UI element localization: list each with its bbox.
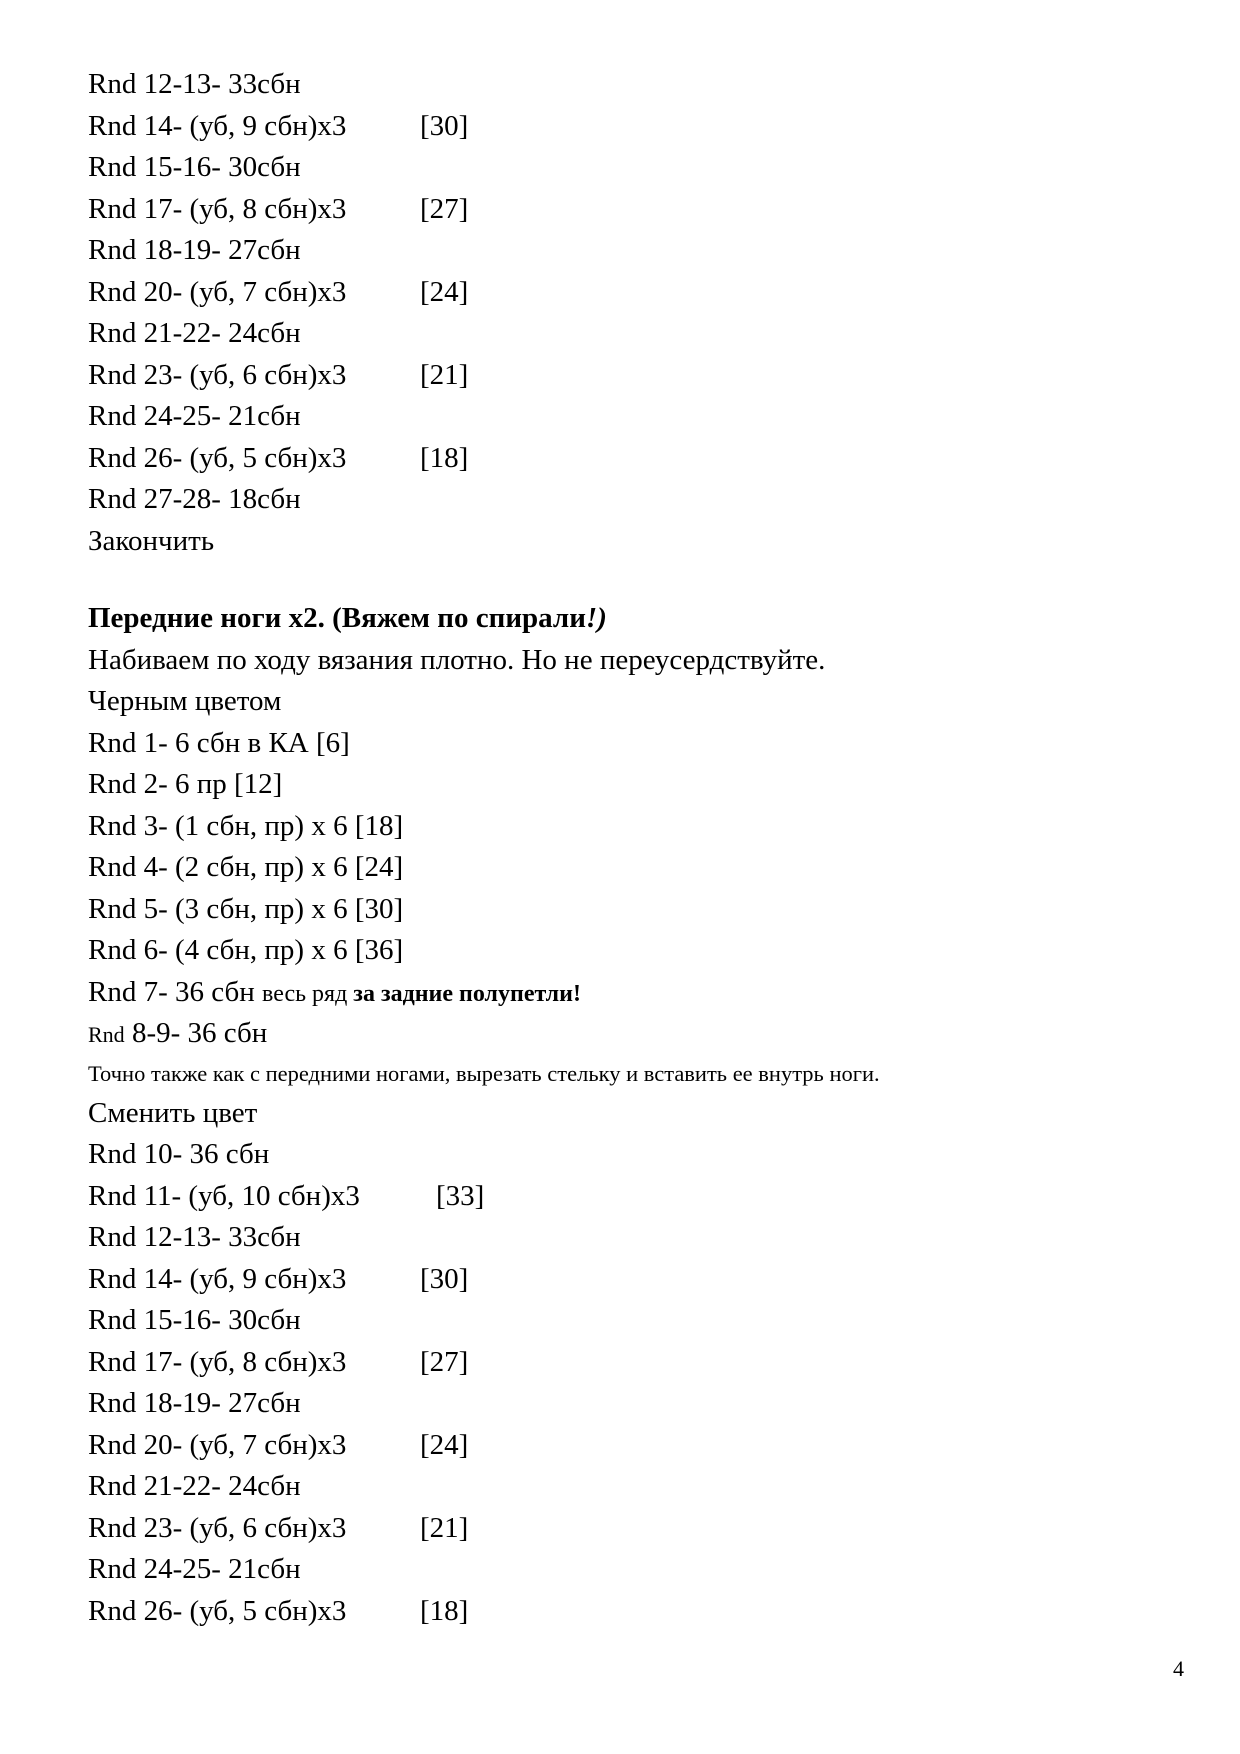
round-row: Rnd 11- (уб, 10 сбн)x3 [33] — [88, 1179, 485, 1212]
section-heading: Передние ноги x2. (Вяжем по спирали!) — [88, 602, 607, 634]
round-row: Rnd 26- (уб, 5 сбн)x3 [18] — [88, 1594, 469, 1627]
color-note: Черным цветом — [88, 685, 282, 717]
round-row: Rnd 21-22- 24сбн — [88, 1470, 301, 1502]
finish-text: Закончить — [88, 524, 215, 557]
round-row: Rnd 3- (1 сбн, пр) x 6 [18] — [88, 809, 404, 842]
intro-text: Набиваем по ходу вязания плотно. Но не переусердствуйте. — [88, 643, 826, 676]
round-row: Rnd 20- (уб, 7 сбн)x3 [24] — [88, 275, 469, 308]
round-row: Rnd 23- (уб, 6 сбн)x3 [21] — [88, 358, 469, 391]
spacer — [88, 562, 1168, 598]
insole-note: Точно также как с передними ногами, вырезать стельку и вставить ее внутрь ноги. — [88, 1060, 880, 1086]
round-row: Rnd 18-19- 27сбн — [88, 1387, 301, 1419]
round-row: Rnd 24-25- 21сбн — [88, 400, 301, 432]
round-row: Rnd 14- (уб, 9 сбн)x3 [30] — [88, 1262, 469, 1295]
round-row: Rnd 18-19- 27сбн — [88, 234, 301, 266]
page-number: 4 — [1173, 1656, 1184, 1681]
change-color-text: Сменить цвет — [88, 1096, 258, 1129]
round-row: Rnd 12-13- 33сбн — [88, 1221, 301, 1253]
round-row: Rnd 15-16- 30сбн — [88, 1304, 301, 1336]
round-row: Rnd 5- (3 сбн, пр) x 6 [30] — [88, 892, 404, 925]
section-1-rows — [88, 64, 1168, 562]
round-row: Rnd 23- (уб, 6 сбн)x3 [21] — [88, 1511, 469, 1544]
round-row: Rnd 17- (уб, 8 сбн)x3 [27] — [88, 1345, 469, 1378]
round-row: Rnd 10- 36 сбн — [88, 1138, 270, 1170]
section-front-legs — [88, 598, 1168, 1632]
round-row: Rnd 26- (уб, 5 сбн)x3 [18] — [88, 441, 469, 474]
round-row: Rnd 20- (уб, 7 сбн)x3 [24] — [88, 1428, 469, 1461]
round-row: Rnd 21-22- 24сбн — [88, 317, 301, 349]
round-row: Rnd 1- 6 сбн в КА [6] — [88, 726, 350, 759]
round-row-8-9: Rnd 8-9- 36 сбн — [88, 1017, 268, 1049]
round-row-7: Rnd 7- 36 сбн весь ряд за задние полупетли! — [88, 975, 581, 1008]
round-row: Rnd 6- (4 сбн, пр) x 6 [36] — [88, 934, 404, 966]
round-row: Rnd 24-25- 21сбн — [88, 1553, 301, 1585]
round-row: Rnd 4- (2 сбн, пр) x 6 [24] — [88, 851, 404, 883]
round-row: Rnd 14- (уб, 9 сбн)x3 [30] — [88, 109, 469, 142]
round-row: Rnd 27-28- 18сбн — [88, 483, 301, 515]
round-row: Rnd 12-13- 33сбн — [88, 68, 301, 100]
document-page — [88, 64, 1168, 1632]
round-row: Rnd 15-16- 30сбн — [88, 151, 301, 183]
round-row: Rnd 2- 6 пр [12] — [88, 768, 283, 800]
round-row: Rnd 17- (уб, 8 сбн)x3 [27] — [88, 192, 469, 225]
